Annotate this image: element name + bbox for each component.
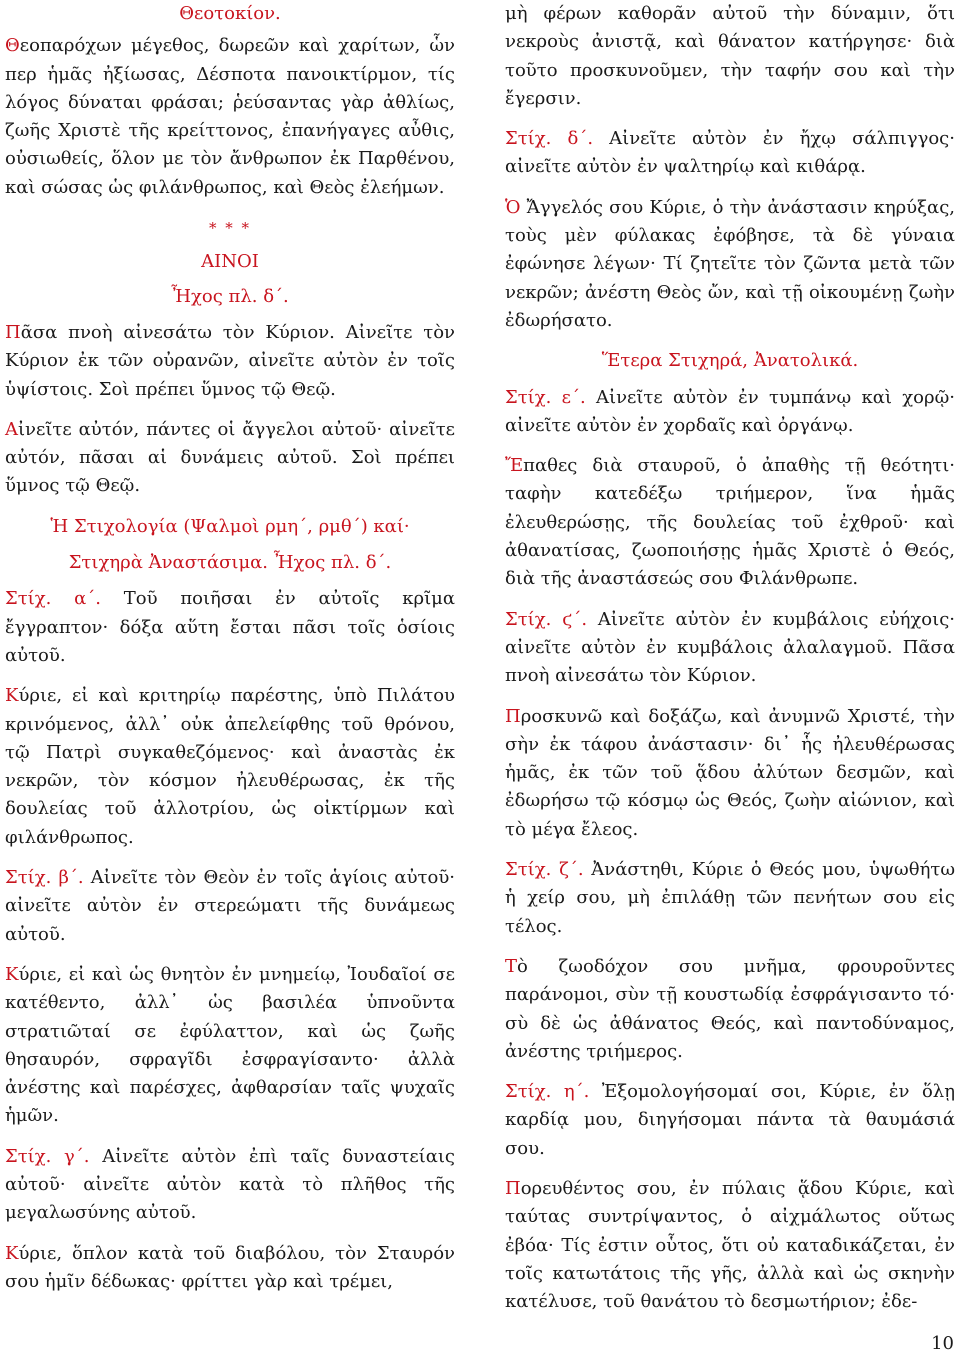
drop-initial: Ὁ bbox=[505, 196, 521, 218]
hymn-continuation bbox=[505, 0, 955, 113]
verse-label: Στίχ. α΄. bbox=[5, 588, 102, 610]
verse-paragraph bbox=[505, 384, 955, 441]
drop-initial: Π bbox=[505, 705, 521, 727]
verse-paragraph bbox=[5, 864, 455, 949]
drop-initial: Κ bbox=[5, 963, 19, 985]
paragraph-text: ύριε, ὅπλον κατὰ τοῦ διαβόλου, τὸν Σταυρόν σου ἡμῖν δέδωκας· φρίττει γὰρ καὶ τρέμει, bbox=[5, 1242, 455, 1292]
verse-label: Στίχ. β΄. bbox=[5, 867, 84, 889]
paragraph-text: ᾶσα πνοὴ αἰνεσάτω τὸν Κύριον. Αἰνεῖτε τὸν Κύριον ἐκ τῶν οὐρανῶν, αἰνεῖτε αὐτὸν ἐν τοῖς ὑψίστοις. Σοὶ πρέπει ὕμνος τῷ Θεῷ. bbox=[5, 321, 455, 400]
hymn-paragraph bbox=[505, 703, 955, 844]
hymn-paragraph bbox=[505, 194, 955, 335]
verse-label: Στίχ. ϛ΄. bbox=[505, 608, 588, 630]
verse-paragraph bbox=[5, 416, 455, 501]
verse-label: Στίχ. η΄. bbox=[505, 1081, 590, 1103]
hymn-paragraph bbox=[505, 953, 955, 1066]
page-number: 10 bbox=[931, 1333, 954, 1354]
paragraph-text: Αἰνεῖτε αὐτὸν ἐν ἤχῳ σάλπιγγος· αἰνεῖτε αὐτὸν ἐν ψαλτηρίῳ καὶ κιθάρᾳ. bbox=[505, 128, 955, 178]
paragraph-text: ὸ ζωοδόχον σου μνῆμα, φρουροῦντες παράνομοι, σὺν τῇ κουστωδίᾳ ἐσφράγισαντο τό· σὺ δὲ ὡς ἀθάνατος Θεός, καὶ παντοδύναμος, ἀνέστης τριήμερος. bbox=[505, 955, 955, 1062]
paragraph-text: ύριε, εἰ καὶ κριτηρίῳ παρέστης, ὑπὸ Πιλάτου κρινόμενος, ἀλλ᾽ οὐκ ἀπελείφθης τοῦ θρόνου, τῷ Πατρὶ συγκαθεζόμενος· καὶ ἀναστὰς ἐκ νεκρῶν, τὸν κόσμον ἠλευθέρωσας, ἐκ τῆς δουλείας τοῦ ἀλλοτρίου, ὡς οἰκτίρμων καὶ φιλάνθρωπος. bbox=[5, 685, 455, 848]
drop-initial: Θ bbox=[5, 35, 20, 57]
paragraph-text: Ἐξομολογήσομαί σοι, Κύριε, ἐν ὅλῃ καρδίᾳ μου, διηγήσομαι πάντα τὰ θαυμάσιά σου. bbox=[505, 1081, 955, 1159]
verse-paragraph bbox=[5, 319, 455, 404]
hymn-paragraph bbox=[5, 961, 455, 1131]
section-title: ΑΙΝΟΙ bbox=[201, 251, 259, 273]
verse-paragraph bbox=[505, 856, 955, 941]
verse-paragraph bbox=[5, 585, 455, 670]
drop-initial: Α bbox=[5, 418, 18, 440]
paragraph-text: Αἰνεῖτε τὸν Θεὸν ἐν τοῖς ἁγίοις αὐτοῦ· αἰνεῖτε αὐτὸν ἐν στερεώματι τῆς δυνάμεως αὐτοῦ. bbox=[5, 867, 455, 945]
paragraph-text: μὴ φέρων καθορᾶν αὐτοῦ τὴν δύναμιν, ὅτι νεκροὺς ἀνιστᾷ, καὶ θάνατον κατήργησε· διὰ τοῦτο προσκυνοῦμεν, τὴν ταφήν σου καὶ τὴν ἔγερσιν. bbox=[505, 3, 955, 109]
theotokion-title: Θεοτοκίον. bbox=[179, 3, 281, 24]
tone-heading: Ἦχος πλ. δ΄. bbox=[171, 285, 289, 307]
section-divider: * * * bbox=[208, 219, 252, 238]
verse-label: Στίχ. ε΄. bbox=[505, 386, 586, 408]
drop-initial: Π bbox=[505, 1177, 521, 1199]
paragraph-text: ορευθέντος σου, ἐν πύλαις ᾅδου Κύριε, καὶ ταύτας συντρίψαντος, ὁ αἰχμάλωτος οὕτως ἐβόα· Τίς ἐστιν οὗτος, ὅτι οὐ καταδικάζεται, ἐν τοῖς κατωτάτοις τῆς γῆς, ἀλλὰ καὶ ὡς σκηνὴν κατέλυσε, τοῦ θανάτου τὸ δεσμωτήριον; ἐδε- bbox=[505, 1177, 955, 1313]
drop-initial: Π bbox=[5, 321, 21, 343]
paragraph-text: Ἀνάστηθι, Κύριε ὁ Θεός μου, ὑψωθήτω ἡ χείρ σου, μὴ ἐπιλάθῃ τῶν πενήτων σου εἰς τέλος. bbox=[505, 859, 955, 937]
paragraph-text: ἰνεῖτε αὐτόν, πάντες οἱ ἄγγελοι αὐτοῦ· αἰνεῖτε αὐτόν, πᾶσαι αἱ δυνάμεις αὐτοῦ. Σοὶ πρέπει ὕμνος τῷ Θεῷ. bbox=[5, 418, 455, 497]
verse-paragraph bbox=[505, 1078, 955, 1163]
verse-label: Στίχ. ζ΄. bbox=[505, 859, 584, 881]
anatolika-heading: Ἕτερα Στιχηρά, Ἀνατολικά. bbox=[601, 350, 859, 372]
paragraph-text: εοπαρόχων μέγεθος, δωρεῶν καὶ χαρίτων, ὧν περ ἡμᾶς ἠξίωσας, Δέσποτα πανοικτίρμον, τίς λόγος δύναται φράσαι; ῥεύσαντας γὰρ ἀθλίως, ζωῆς Χριστὲ τῆς κρείττονος, ἐπανήγαγες αὖθις, οὐσιωθείς, ὅλον με τὸν ἄνθρωπον ἐκ Παρθένου, καὶ σώσας ὡς φιλάνθρωπος, καὶ Θεὸς ἐλεήμων. bbox=[5, 35, 455, 198]
paragraph-text: ύριε, εἰ καὶ ὡς θνητὸν ἐν μνημείῳ, Ἰουδαῖοί σε κατέθεντο, ἀλλ᾽ ὡς βασιλέα ὑπνοῦντα στρατιῶταί σε ἐφύλαττον, καὶ ὡς ζωῆς θησαυρόν, σφραγῖδι ἐσφραγίσαντο· ἀλλὰ ἀνέστης καὶ παρέσχες, ἀφθαρσίαν ταῖς ψυχαῖς ἡμῶν. bbox=[5, 963, 455, 1127]
stichera-heading: Στιχηρὰ Ἀναστάσιμα. Ἦχος πλ. δ΄. bbox=[68, 552, 392, 574]
paragraph-text: παθες διὰ σταυροῦ, ὁ ἀπαθὴς τῇ θεότητι· ταφὴν κατεδέξω τριήμερον, ἵνα ἡμᾶς ἐλευθερώσῃς, τῆς δουλείας τοῦ ἐχθροῦ· καὶ ἀθανατίσας, ζωοποιήσῃς ἡμᾶς Χριστὲ ὁ Θεός, διὰ τῆς ἀναστάσεώς σου Φιλάνθρωπε. bbox=[505, 455, 955, 590]
drop-initial: Τ bbox=[505, 955, 518, 977]
stichology-heading: Ἡ Στιχολογία (Ψαλμοὶ ρμη΄, ρμθ΄) καί· bbox=[50, 515, 410, 537]
paragraph-text: Αἰνεῖτε αὐτὸν ἐν κυμβάλοις εὐήχοις· αἰνεῖτε αὐτὸν ἐν κυμβάλοις ἀλαλαγμοῦ. Πᾶσα πνοὴ αἰνεσάτω τὸν Κύριον. bbox=[505, 608, 955, 687]
paragraph-text: Αἰνεῖτε αὐτὸν ἐπὶ ταῖς δυναστείαις αὐτοῦ· αἰνεῖτε αὐτὸν κατὰ τὸ πλῆθος τῆς μεγαλωσύνης αὐτοῦ. bbox=[5, 1145, 455, 1224]
right-column bbox=[505, 0, 955, 1328]
paragraph-text: ροσκυνῶ καὶ δοξάζω, καὶ ἀνυμνῶ Χριστέ, τὴν σὴν ἐκ τάφου ἀνάστασιν· δι᾽ ἧς ἠλευθέρωσας ἡμᾶς, ἐκ τῶν τοῦ ᾅδου ἀλύτων δεσμῶν, καὶ ἐδωρήσω τῷ κόσμῳ ὡς Θεός, ζωὴν αἰώνιον, καὶ τὸ μέγα ἔλεος. bbox=[505, 705, 955, 840]
paragraph-text: Ἄγγελός σου Κύριε, ὁ τὴν ἀνάστασιν κηρύξας, τοὺς μὲν φύλακας ἐφόβησε, τὰ δὲ γύναια ἐφώνησε λέγων· Τί ζητεῖτε τὸν ζῶντα μετὰ τῶν νεκρῶν; ἀνέστη Θεὸς ὤν, καὶ τῇ οἰκουμένῃ ζωὴν ἐδωρήσατο. bbox=[505, 196, 955, 331]
verse-paragraph bbox=[5, 1143, 455, 1228]
drop-initial: Κ bbox=[5, 1242, 19, 1264]
hymn-paragraph bbox=[505, 452, 955, 593]
hymn-paragraph bbox=[5, 1240, 455, 1297]
drop-initial: Ἔ bbox=[505, 455, 524, 477]
hymn-paragraph bbox=[5, 682, 455, 852]
theotokion-paragraph bbox=[5, 32, 455, 202]
paragraph-text: Αἰνεῖτε αὐτὸν ἐν τυμπάνῳ καὶ χορῷ· αἰνεῖτε αὐτὸν ἐν χορδαῖς καὶ ὀργάνῳ. bbox=[505, 386, 955, 436]
verse-label: Στίχ. δ΄. bbox=[505, 128, 594, 150]
drop-initial: Κ bbox=[5, 685, 19, 707]
verse-label: Στίχ. γ΄. bbox=[5, 1145, 90, 1167]
paragraph-text: Τοῦ ποιῆσαι ἐν αὐτοῖς κρῖμα ἔγγραπτον· δόξα αὕτη ἔσται πᾶσι τοῖς ὁσίοις αὐτοῦ. bbox=[5, 588, 455, 666]
hymn-paragraph bbox=[505, 1175, 955, 1316]
verse-paragraph bbox=[505, 125, 955, 182]
left-column bbox=[5, 0, 455, 1308]
verse-paragraph bbox=[505, 606, 955, 691]
